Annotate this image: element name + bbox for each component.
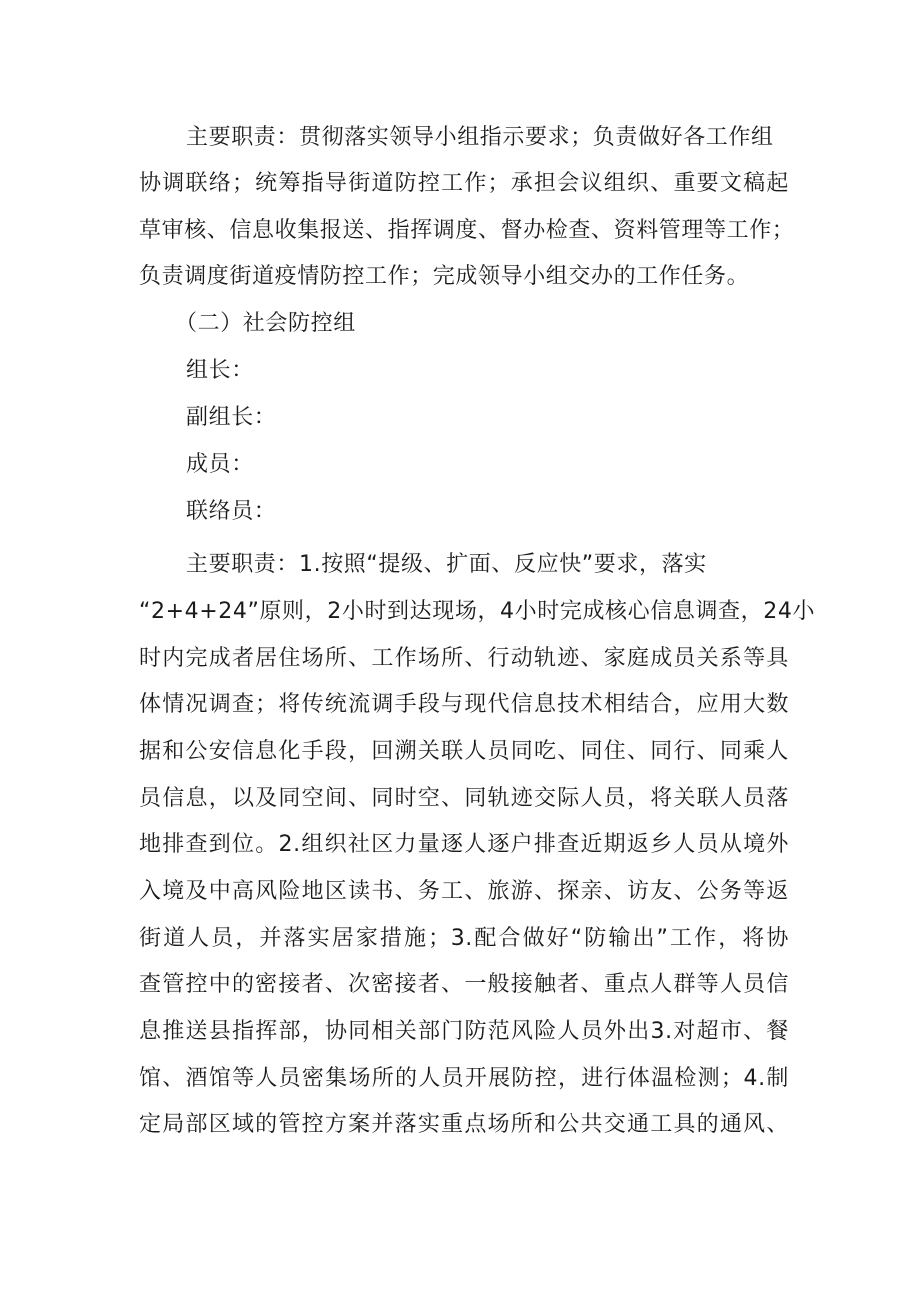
duties-line-9: 街道人员，并落实居家措施；3.配合做好“防输出”工作，将协 [139, 926, 789, 951]
duties-line-4: 体情况调查；将传统流调手段与现代信息技术相结合，应用大数 [139, 692, 789, 717]
field-deputy-leader: 副组长： [186, 405, 277, 430]
paragraph-line-4: 负责调度街道疫情防控工作；完成领导小组交办的工作任务。 [139, 264, 750, 289]
duties-line-8: 入境及中高风险地区读书、务工、旅游、探亲、访友、公务等返 [139, 879, 789, 904]
field-liaison: 联络员： [186, 499, 277, 524]
field-members: 成员： [186, 452, 254, 477]
section-heading: （二）社会防控组 [175, 311, 356, 336]
field-group-leader: 组长： [186, 358, 254, 383]
duties-line-7: 地排查到位。2.组织社区力量逐人逐户排查近期返乡人员从境外 [139, 832, 789, 857]
paragraph-line-3: 草审核、信息收集报送、指挥调度、督办检查、资料管理等工作； [139, 218, 795, 243]
duties-line-5: 据和公安信息化手段，回溯关联人员同吃、同住、同行、同乘人 [139, 739, 789, 764]
duties-line-6: 员信息，以及同空间、同时空、同轨迹交际人员，将关联人员落 [139, 786, 789, 811]
paragraph-line-1: 主要职责：贯彻落实领导小组指示要求；负责做好各工作组 [186, 125, 774, 150]
duties-line-12: 馆、酒馆等人员密集场所的人员开展防控，进行体温检测；4.制 [139, 1066, 789, 1091]
duties-line-2: “2+4+24”原则，2小时到达现场，4小时完成核心信息调查，24小 [139, 599, 816, 624]
duties-line-13: 定局部区域的管控方案并落实重点场所和公共交通工具的通风、 [139, 1112, 789, 1137]
duties-line-1: 主要职责：1.按照“提级、扩面、反应快”要求，落实 [186, 552, 707, 577]
duties-line-3: 时内完成者居住场所、工作场所、行动轨迹、家庭成员关系等具 [139, 646, 789, 671]
duties-line-11: 息推送县指挥部，协同相关部门防范风险人员外出3.对超市、餐 [139, 1019, 789, 1044]
paragraph-line-2: 协调联络；统筹指导街道防控工作；承担会议组织、重要文稿起 [139, 171, 789, 196]
duties-line-10: 查管控中的密接者、次密接者、一般接触者、重点人群等人员信 [139, 972, 789, 997]
